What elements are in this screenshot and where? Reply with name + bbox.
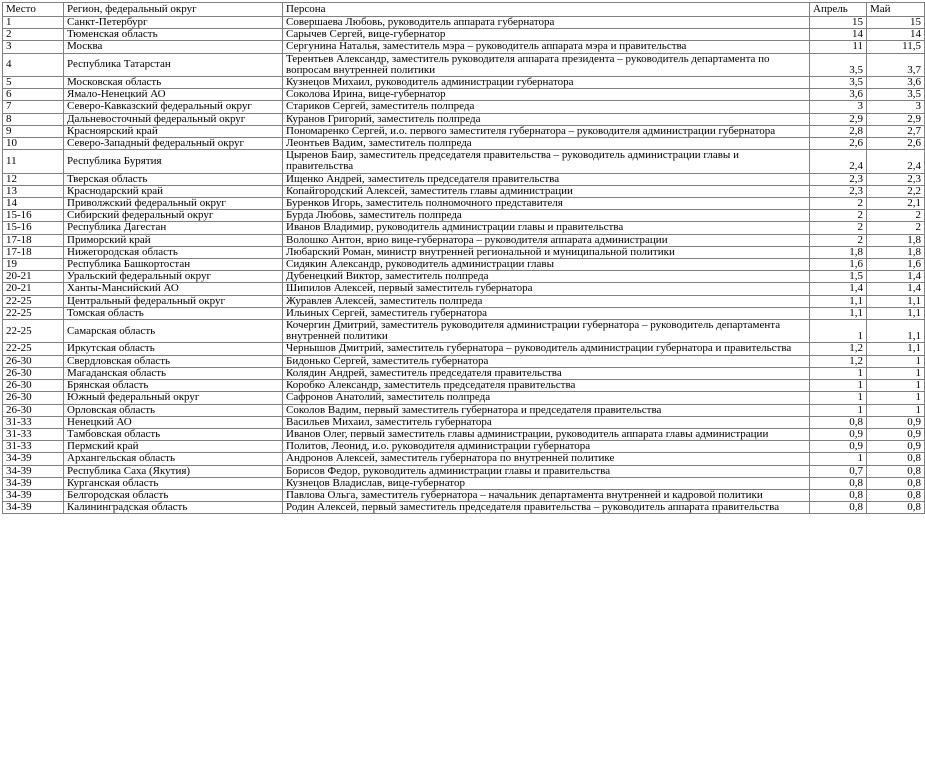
cell-place: 3 bbox=[3, 41, 64, 53]
header-row bbox=[3, 3, 925, 17]
cell-april: 2 bbox=[810, 234, 867, 246]
ranking-table bbox=[2, 2, 925, 514]
cell-region: Архангельская область bbox=[64, 453, 283, 465]
cell-place: 26-30 bbox=[3, 355, 64, 367]
table-row bbox=[3, 477, 925, 489]
table-row bbox=[3, 150, 925, 173]
cell-april: 1,4 bbox=[810, 283, 867, 295]
cell-region: Приволжский федеральный округ bbox=[64, 198, 283, 210]
cell-place: 2 bbox=[3, 29, 64, 41]
cell-april: 2 bbox=[810, 222, 867, 234]
cell-place: 34-39 bbox=[3, 453, 64, 465]
cell-april: 11 bbox=[810, 41, 867, 53]
cell-person: Терентьев Александр, заместитель руководителя аппарата президента – руководитель департамента по вопросам внутренней политики bbox=[283, 53, 810, 76]
cell-person: Стариков Сергей, заместитель полпреда bbox=[283, 101, 810, 113]
cell-region: Республика Татарстан bbox=[64, 53, 283, 76]
cell-april: 1 bbox=[810, 380, 867, 392]
cell-may: 2 bbox=[867, 210, 925, 222]
table-row bbox=[3, 404, 925, 416]
cell-may: 0,8 bbox=[867, 502, 925, 514]
cell-person: Цыренов Баир, заместитель председателя правительства – руководитель администрации главы и правительства bbox=[283, 150, 810, 173]
cell-april: 3,5 bbox=[810, 53, 867, 76]
cell-place: 1 bbox=[3, 17, 64, 29]
table-row bbox=[3, 246, 925, 258]
table-body bbox=[3, 17, 925, 514]
cell-may: 0,8 bbox=[867, 477, 925, 489]
cell-may: 1,1 bbox=[867, 307, 925, 319]
table-row bbox=[3, 185, 925, 197]
cell-person: Кузнецов Владислав, вице-губернатор bbox=[283, 477, 810, 489]
table-row bbox=[3, 343, 925, 355]
cell-region: Московская область bbox=[64, 77, 283, 89]
cell-place: 12 bbox=[3, 173, 64, 185]
table-row bbox=[3, 465, 925, 477]
cell-may: 2,3 bbox=[867, 173, 925, 185]
cell-may: 3,7 bbox=[867, 53, 925, 76]
cell-place: 17-18 bbox=[3, 234, 64, 246]
cell-place: 14 bbox=[3, 198, 64, 210]
table-row bbox=[3, 77, 925, 89]
table-row bbox=[3, 173, 925, 185]
table-row bbox=[3, 428, 925, 440]
cell-may: 1,4 bbox=[867, 271, 925, 283]
cell-april: 2,8 bbox=[810, 125, 867, 137]
cell-place: 20-21 bbox=[3, 271, 64, 283]
cell-person: Буренков Игорь, заместитель полномочного представителя bbox=[283, 198, 810, 210]
cell-region: Ямало-Ненецкий АО bbox=[64, 89, 283, 101]
cell-region: Свердловская область bbox=[64, 355, 283, 367]
cell-person: Чернышов Дмитрий, заместитель губернатора – руководитель администрации губернатора и правительства bbox=[283, 343, 810, 355]
cell-region: Центральный федеральный округ bbox=[64, 295, 283, 307]
cell-place: 5 bbox=[3, 77, 64, 89]
cell-person: Волошко Антон, врио вице-губернатора – руководителя аппарата администрации bbox=[283, 234, 810, 246]
cell-april: 0,9 bbox=[810, 441, 867, 453]
cell-may: 0,8 bbox=[867, 465, 925, 477]
cell-region: Тюменская область bbox=[64, 29, 283, 41]
cell-may: 1,1 bbox=[867, 343, 925, 355]
cell-region: Приморский край bbox=[64, 234, 283, 246]
table-row bbox=[3, 453, 925, 465]
cell-person: Сафронов Анатолий, заместитель полпреда bbox=[283, 392, 810, 404]
cell-person: Соколов Вадим, первый заместитель губернатора и председателя правительства bbox=[283, 404, 810, 416]
cell-may: 0,8 bbox=[867, 489, 925, 501]
cell-person: Ильиных Сергей, заместитель губернатора bbox=[283, 307, 810, 319]
cell-place: 4 bbox=[3, 53, 64, 76]
cell-person: Иванов Олег, первый заместитель главы администрации, руководитель аппарата главы администрации bbox=[283, 428, 810, 440]
cell-region: Ненецкий АО bbox=[64, 416, 283, 428]
cell-region: Иркутская область bbox=[64, 343, 283, 355]
cell-person: Сарычев Сергей, вице-губернатор bbox=[283, 29, 810, 41]
cell-april: 1 bbox=[810, 320, 867, 343]
table-row bbox=[3, 489, 925, 501]
cell-person: Леонтьев Вадим, заместитель полпреда bbox=[283, 138, 810, 150]
cell-april: 3,6 bbox=[810, 89, 867, 101]
table-row bbox=[3, 380, 925, 392]
cell-may: 1,8 bbox=[867, 246, 925, 258]
cell-place: 15-16 bbox=[3, 222, 64, 234]
cell-person: Любарский Роман, министр внутренней региональной и муниципальной политики bbox=[283, 246, 810, 258]
table-row bbox=[3, 53, 925, 76]
table-row bbox=[3, 283, 925, 295]
cell-april: 0,9 bbox=[810, 428, 867, 440]
cell-may: 1 bbox=[867, 367, 925, 379]
cell-april: 1,6 bbox=[810, 259, 867, 271]
cell-person: Соколова Ирина, вице-губернатор bbox=[283, 89, 810, 101]
cell-april: 1,1 bbox=[810, 307, 867, 319]
table-row bbox=[3, 416, 925, 428]
cell-person: Шипилов Алексей, первый заместитель губернатора bbox=[283, 283, 810, 295]
cell-region: Республика Бурятия bbox=[64, 150, 283, 173]
cell-person: Политов, Леонид, и.о. руководителя администрации губернатора bbox=[283, 441, 810, 453]
cell-april: 1,2 bbox=[810, 343, 867, 355]
cell-may: 2,2 bbox=[867, 185, 925, 197]
table-row bbox=[3, 101, 925, 113]
cell-place: 34-39 bbox=[3, 477, 64, 489]
table-row bbox=[3, 502, 925, 514]
table-row bbox=[3, 210, 925, 222]
cell-person: Борисов Федор, руководитель администрации главы и правительства bbox=[283, 465, 810, 477]
cell-region: Республика Башкортостан bbox=[64, 259, 283, 271]
cell-region: Белгородская область bbox=[64, 489, 283, 501]
table-row bbox=[3, 125, 925, 137]
cell-region: Ханты-Мансийский АО bbox=[64, 283, 283, 295]
cell-place: 6 bbox=[3, 89, 64, 101]
table-row bbox=[3, 271, 925, 283]
cell-place: 26-30 bbox=[3, 404, 64, 416]
cell-person: Бидонько Сергей, заместитель губернатора bbox=[283, 355, 810, 367]
header-region: Регион, федеральный округ bbox=[64, 3, 283, 17]
cell-may: 3,5 bbox=[867, 89, 925, 101]
table-row bbox=[3, 29, 925, 41]
cell-may: 1 bbox=[867, 380, 925, 392]
cell-may: 1 bbox=[867, 404, 925, 416]
cell-place: 19 bbox=[3, 259, 64, 271]
header-may: Май bbox=[867, 3, 925, 17]
table-row bbox=[3, 295, 925, 307]
cell-place: 8 bbox=[3, 113, 64, 125]
cell-may: 2,6 bbox=[867, 138, 925, 150]
table-row bbox=[3, 259, 925, 271]
cell-region: Уральский федеральный округ bbox=[64, 271, 283, 283]
table-row bbox=[3, 113, 925, 125]
table-row bbox=[3, 17, 925, 29]
cell-region: Тверская область bbox=[64, 173, 283, 185]
cell-region: Курганская область bbox=[64, 477, 283, 489]
cell-may: 1,1 bbox=[867, 320, 925, 343]
header-place: Место bbox=[3, 3, 64, 17]
cell-place: 31-33 bbox=[3, 428, 64, 440]
cell-person: Родин Алексей, первый заместитель председателя правительства – руководитель аппарата правительства bbox=[283, 502, 810, 514]
cell-place: 26-30 bbox=[3, 380, 64, 392]
cell-april: 0,8 bbox=[810, 416, 867, 428]
cell-person: Копайгородский Алексей, заместитель главы администрации bbox=[283, 185, 810, 197]
table-row bbox=[3, 89, 925, 101]
cell-april: 2,3 bbox=[810, 173, 867, 185]
cell-april: 0,8 bbox=[810, 477, 867, 489]
cell-person: Совершаева Любовь, руководитель аппарата губернатора bbox=[283, 17, 810, 29]
cell-person: Куранов Григорий, заместитель полпреда bbox=[283, 113, 810, 125]
cell-person: Кузнецов Михаил, руководитель администрации губернатора bbox=[283, 77, 810, 89]
cell-april: 1,2 bbox=[810, 355, 867, 367]
cell-april: 2,4 bbox=[810, 150, 867, 173]
cell-may: 15 bbox=[867, 17, 925, 29]
cell-april: 1,8 bbox=[810, 246, 867, 258]
cell-may: 1,8 bbox=[867, 234, 925, 246]
cell-region: Республика Дагестан bbox=[64, 222, 283, 234]
cell-region: Краснодарский край bbox=[64, 185, 283, 197]
cell-may: 11,5 bbox=[867, 41, 925, 53]
cell-region: Орловская область bbox=[64, 404, 283, 416]
cell-may: 0,9 bbox=[867, 416, 925, 428]
table-row bbox=[3, 138, 925, 150]
cell-may: 2,9 bbox=[867, 113, 925, 125]
cell-place: 9 bbox=[3, 125, 64, 137]
cell-april: 15 bbox=[810, 17, 867, 29]
cell-region: Калининградская область bbox=[64, 502, 283, 514]
cell-may: 2,4 bbox=[867, 150, 925, 173]
cell-april: 1 bbox=[810, 453, 867, 465]
cell-april: 1,1 bbox=[810, 295, 867, 307]
cell-region: Северо-Кавказский федеральный округ bbox=[64, 101, 283, 113]
cell-place: 34-39 bbox=[3, 502, 64, 514]
cell-may: 1,1 bbox=[867, 295, 925, 307]
cell-person: Кочергин Дмитрий, заместитель руководителя администрации губернатора – руководитель департамента внутренней политики bbox=[283, 320, 810, 343]
table-row bbox=[3, 198, 925, 210]
cell-april: 0,7 bbox=[810, 465, 867, 477]
table-row bbox=[3, 222, 925, 234]
table-row bbox=[3, 441, 925, 453]
cell-april: 14 bbox=[810, 29, 867, 41]
cell-april: 1 bbox=[810, 392, 867, 404]
cell-place: 34-39 bbox=[3, 465, 64, 477]
cell-may: 1,6 bbox=[867, 259, 925, 271]
cell-may: 3,6 bbox=[867, 77, 925, 89]
cell-place: 31-33 bbox=[3, 441, 64, 453]
cell-place: 22-25 bbox=[3, 307, 64, 319]
cell-may: 2,7 bbox=[867, 125, 925, 137]
cell-person: Бурда Любовь, заместитель полпреда bbox=[283, 210, 810, 222]
cell-may: 3 bbox=[867, 101, 925, 113]
cell-april: 0,8 bbox=[810, 489, 867, 501]
cell-place: 17-18 bbox=[3, 246, 64, 258]
cell-may: 2 bbox=[867, 222, 925, 234]
cell-april: 1 bbox=[810, 367, 867, 379]
cell-may: 0,8 bbox=[867, 453, 925, 465]
cell-april: 0,8 bbox=[810, 502, 867, 514]
cell-region: Магаданская область bbox=[64, 367, 283, 379]
table-row bbox=[3, 367, 925, 379]
cell-may: 1 bbox=[867, 355, 925, 367]
cell-person: Сергунина Наталья, заместитель мэра – руководитель аппарата мэра и правительства bbox=[283, 41, 810, 53]
cell-place: 22-25 bbox=[3, 320, 64, 343]
cell-person: Андронов Алексей, заместитель губернатора по внутренней политике bbox=[283, 453, 810, 465]
cell-person: Павлова Ольга, заместитель губернатора – начальник департамента внутренней и кадровой политики bbox=[283, 489, 810, 501]
cell-may: 1,4 bbox=[867, 283, 925, 295]
cell-person: Васильев Михаил, заместитель губернатора bbox=[283, 416, 810, 428]
cell-place: 10 bbox=[3, 138, 64, 150]
cell-person: Пономаренко Сергей, и.о. первого заместителя губернатора – руководителя администрации губернатора bbox=[283, 125, 810, 137]
cell-region: Томская область bbox=[64, 307, 283, 319]
cell-region: Брянская область bbox=[64, 380, 283, 392]
cell-region: Южный федеральный округ bbox=[64, 392, 283, 404]
cell-may: 1 bbox=[867, 392, 925, 404]
cell-person: Дубенецкий Виктор, заместитель полпреда bbox=[283, 271, 810, 283]
cell-place: 20-21 bbox=[3, 283, 64, 295]
cell-place: 26-30 bbox=[3, 392, 64, 404]
cell-april: 3,5 bbox=[810, 77, 867, 89]
cell-place: 22-25 bbox=[3, 343, 64, 355]
cell-may: 14 bbox=[867, 29, 925, 41]
cell-person: Сидякин Александр, руководитель администрации главы bbox=[283, 259, 810, 271]
cell-person: Коробко Александр, заместитель председателя правительства bbox=[283, 380, 810, 392]
cell-region: Дальневосточный федеральный округ bbox=[64, 113, 283, 125]
cell-place: 11 bbox=[3, 150, 64, 173]
cell-place: 13 bbox=[3, 185, 64, 197]
cell-person: Колядин Андрей, заместитель председателя правительства bbox=[283, 367, 810, 379]
cell-april: 2,3 bbox=[810, 185, 867, 197]
cell-region: Северо-Западный федеральный округ bbox=[64, 138, 283, 150]
table-row bbox=[3, 355, 925, 367]
cell-region: Самарская область bbox=[64, 320, 283, 343]
cell-region: Нижегородская область bbox=[64, 246, 283, 258]
table-row bbox=[3, 234, 925, 246]
table-row bbox=[3, 392, 925, 404]
cell-april: 2,6 bbox=[810, 138, 867, 150]
table-row bbox=[3, 41, 925, 53]
header-april: Апрель bbox=[810, 3, 867, 17]
cell-person: Ищенко Андрей, заместитель председателя правительства bbox=[283, 173, 810, 185]
cell-region: Пермский край bbox=[64, 441, 283, 453]
cell-april: 2,9 bbox=[810, 113, 867, 125]
cell-may: 0,9 bbox=[867, 428, 925, 440]
cell-person: Журавлев Алексей, заместитель полпреда bbox=[283, 295, 810, 307]
cell-region: Красноярский край bbox=[64, 125, 283, 137]
cell-april: 1 bbox=[810, 404, 867, 416]
table-row bbox=[3, 307, 925, 319]
cell-region: Санкт-Петербург bbox=[64, 17, 283, 29]
cell-april: 3 bbox=[810, 101, 867, 113]
cell-region: Тамбовская область bbox=[64, 428, 283, 440]
cell-place: 22-25 bbox=[3, 295, 64, 307]
cell-may: 2,1 bbox=[867, 198, 925, 210]
cell-may: 0,9 bbox=[867, 441, 925, 453]
cell-region: Республика Саха (Якутия) bbox=[64, 465, 283, 477]
cell-place: 26-30 bbox=[3, 367, 64, 379]
cell-place: 7 bbox=[3, 101, 64, 113]
cell-place: 15-16 bbox=[3, 210, 64, 222]
cell-place: 31-33 bbox=[3, 416, 64, 428]
cell-april: 2 bbox=[810, 198, 867, 210]
cell-place: 34-39 bbox=[3, 489, 64, 501]
cell-april: 2 bbox=[810, 210, 867, 222]
header-person: Персона bbox=[283, 3, 810, 17]
cell-april: 1,5 bbox=[810, 271, 867, 283]
table-row bbox=[3, 320, 925, 343]
cell-region: Сибирский федеральный округ bbox=[64, 210, 283, 222]
cell-person: Иванов Владимир, руководитель администрации главы и правительства bbox=[283, 222, 810, 234]
cell-region: Москва bbox=[64, 41, 283, 53]
